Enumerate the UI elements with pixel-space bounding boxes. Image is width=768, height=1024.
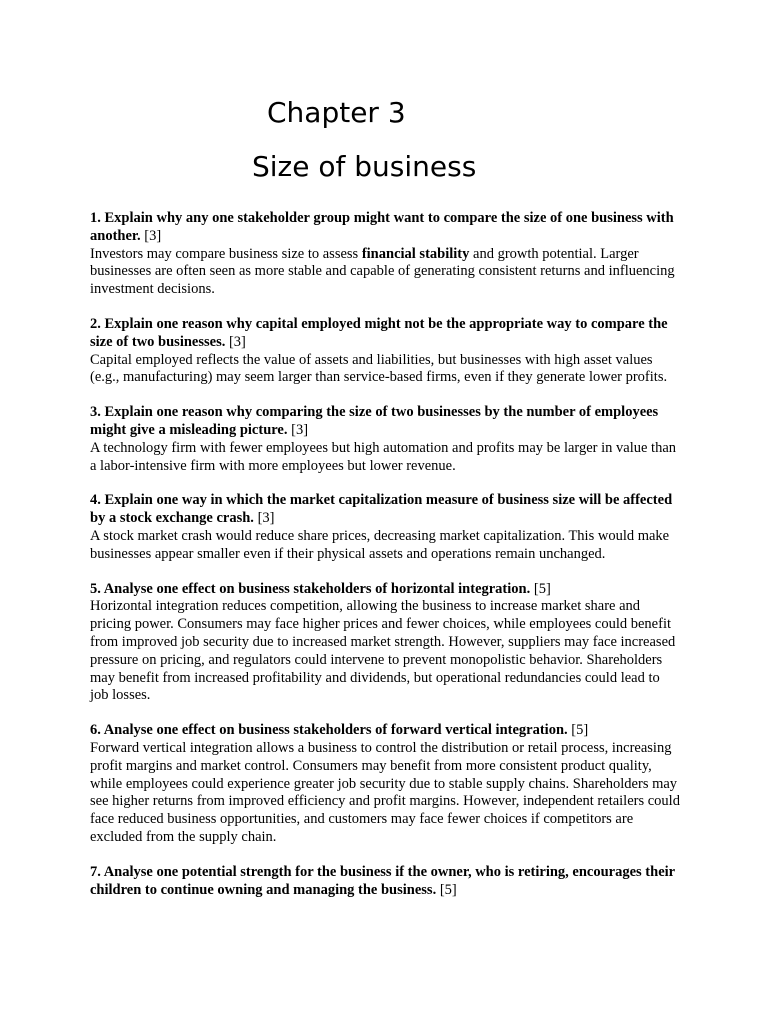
chapter-heading-text: Chapter 3 xyxy=(267,96,406,129)
question-prompt: 5. Analyse one effect on business stakeholders of horizontal integration. xyxy=(90,580,531,597)
marks-label: [3] xyxy=(287,421,309,438)
question-list xyxy=(90,210,680,916)
question-block-5 xyxy=(90,581,680,706)
marks-label: [3] xyxy=(225,333,246,350)
question-block-2 xyxy=(90,316,680,387)
question-prompt: 4. Explain one way in which the market capitalization measure of business size will be affected by a stock exchange crash. xyxy=(90,492,673,527)
marks-label: [5] xyxy=(436,881,457,898)
answer-text: Capital employed reflects the value of assets and liabilities, but businesses with high asset values (e.g., manufacturing) may seem larger than service-based firms, even if they generate lower profits. xyxy=(90,351,668,386)
document-title-text: Size of business xyxy=(252,150,477,183)
question-prompt: 2. Explain one reason why capital employed might not be the appropriate way to compare the size of two businesses. xyxy=(90,315,668,350)
answer-text: Horizontal integration reduces competition, allowing the business to increase market share and pricing power. Consumers may face higher prices and fewer choices, while employees could benefit from improved job security due to increased market strength. However, suppliers may face increased pressure on pricing, and regulators could intervene to prevent monopolistic behavior. Shareholders may benefit from increased profitability and dividends, but operational redundancies could lead to job losses. xyxy=(90,598,676,704)
answer-text: Forward vertical integration allows a business to control the distribution or retail process, increasing profit margins and market control. Consumers may benefit from more consistent product quality, while employees could experience greater job security due to stable supply chains. Shareholders may see higher returns from improved efficiency and profit margins. However, independent retailers could face reduced business opportunities, and customers may face fewer choices if competitors are excluded from the supply chain. xyxy=(90,739,680,845)
answer-text xyxy=(90,246,680,299)
question-prompt: 7. Analyse one potential strength for the business if the owner, who is retiring, encourages their children to continue owning and managing the business. xyxy=(90,863,675,898)
marks-label: [3] xyxy=(253,510,275,527)
question-block-1 xyxy=(90,210,680,299)
question-prompt: 1. Explain why any one stakeholder group might want to compare the size of one business with another. xyxy=(90,210,674,244)
marks-label: [5] xyxy=(530,580,551,597)
question-text xyxy=(90,864,680,900)
answer-part: and growth potential. Larger businesses are often seen as more stable and capable of generating consistent returns and influencing investment decisions. xyxy=(90,245,675,298)
question-text xyxy=(90,581,680,599)
question-prompt: 3. Explain one reason why comparing the size of two businesses by the number of employees might give a misleading picture. xyxy=(90,404,659,438)
question-text xyxy=(90,404,680,440)
question-block-6 xyxy=(90,722,680,847)
answer-emphasis: financial stability xyxy=(361,245,470,262)
marks-label: [3] xyxy=(140,227,162,244)
answer-text: A stock market crash would reduce share prices, decreasing market capitalization. This would make businesses appear smaller even if their physical assets and operations remain unchanged. xyxy=(90,527,670,562)
question-text xyxy=(90,316,680,352)
question-prompt: 6. Analyse one effect on business stakeholders of forward vertical integration. xyxy=(90,722,568,739)
answer-text: A technology firm with fewer employees but high automation and profits may be larger in value than a labor-intensive firm with more employees but lower revenue. xyxy=(90,439,677,474)
answer-part: Investors may compare business size to assess xyxy=(90,245,362,262)
question-text xyxy=(90,210,680,246)
marks-label: [5] xyxy=(567,722,589,739)
question-block-3 xyxy=(90,404,680,475)
question-text xyxy=(90,492,680,528)
question-block-7 xyxy=(90,864,680,900)
question-text xyxy=(90,722,680,740)
question-block-4 xyxy=(90,492,680,563)
